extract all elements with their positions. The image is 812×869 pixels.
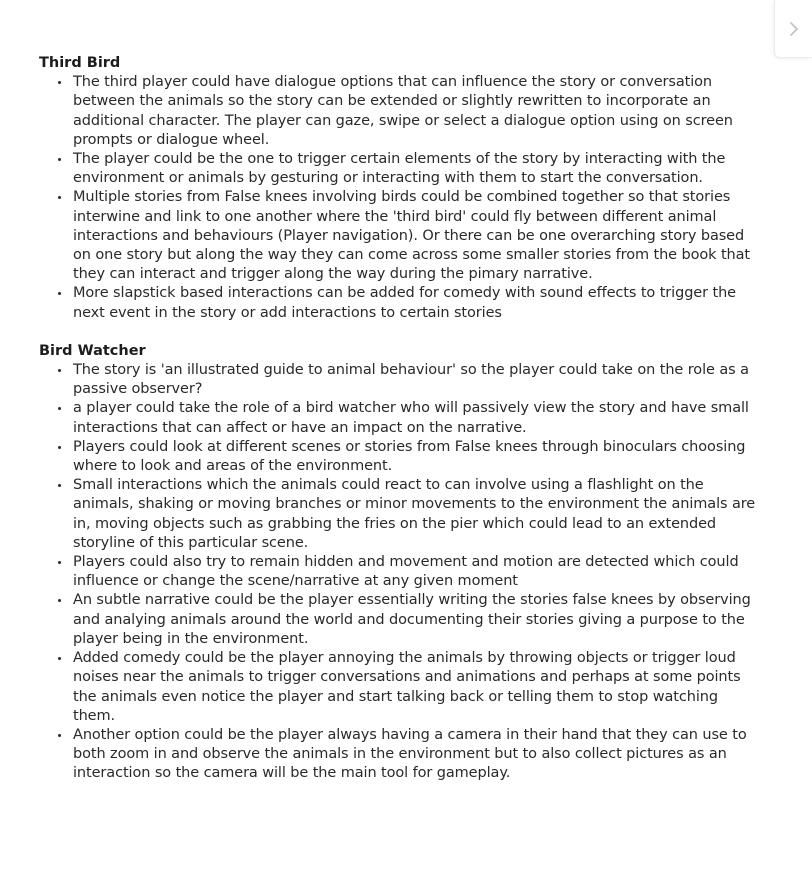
list-item: More slapstick based interactions can be added for comedy with sound effects to trigger the next event in the story or add interactions to certain stories xyxy=(73,284,761,322)
document-body xyxy=(39,54,761,784)
list-item: Players could look at different scenes or stories from False knees through binoculars choosing where to look and areas of the environment. xyxy=(73,438,761,476)
section-title-bird-watcher: Bird Watcher xyxy=(39,342,146,359)
list-item: The third player could have dialogue options that can influence the story or conversation between the animals so the story can be extended or slightly rewritten to incorporate an additional character. The player can gaze, swipe or select a dialogue option using on screen prompts or dialogue wheel. xyxy=(73,73,761,150)
list-item: Multiple stories from False knees involving birds could be combined together so that stories interwine and link to one another where the 'third bird' could fly between different animal interactions and behaviours (Player navigation). Or there can be one overarching story based on one story but along the way they can come across some smaller stories from the book that they can interact and trigger along the way during the pimary narrative. xyxy=(73,188,761,284)
list-item: An subtle narrative could be the player essentially writing the stories false knees by observing and analying animals around the world and documenting their stories giving a purpose to the player being in the environment. xyxy=(73,591,761,649)
chevron-right-icon xyxy=(789,22,799,36)
list-item: Another option could be the player always having a camera in their hand that they can use to both zoom in and observe the animals in the environment but to also collect pictures as an interaction so the camera will be the main tool for gameplay. xyxy=(73,726,761,784)
list-item: The player could be the one to trigger certain elements of the story by interacting with the environment or animals by gesturing or interacting with them to start the conversation. xyxy=(73,150,761,188)
list-item: Added comedy could be the player annoying the animals by throwing objects or trigger loud noises near the animals to trigger conversations and animations and perhaps at some points the animals even notice the player and start talking back or telling them to stop watching them. xyxy=(73,649,761,726)
bullet-list-bird-watcher xyxy=(39,361,761,783)
list-item: a player could take the role of a bird watcher who will passively view the story and have small interactions that can affect or have an impact on the narrative. xyxy=(73,399,761,437)
list-item: The story is 'an illustrated guide to animal behaviour' so the player could take on the role as a passive observer? xyxy=(73,361,761,399)
section-title-third-bird: Third Bird xyxy=(39,55,121,71)
expand-panel-button[interactable] xyxy=(774,0,812,58)
list-item: Players could also try to remain hidden and movement and motion are detected which could influence or change the scene/narrative at any given moment xyxy=(73,553,761,591)
list-item: Small interactions which the animals could react to can involve using a flashlight on the animals, shaking or moving branches or minor movements to the environment the animals are in, moving objects such as grabbing the fries on the pier which could lead to an extended storyline of this particular scene. xyxy=(73,476,761,553)
section-spacer xyxy=(39,323,761,342)
bullet-list-third-bird xyxy=(39,73,761,323)
